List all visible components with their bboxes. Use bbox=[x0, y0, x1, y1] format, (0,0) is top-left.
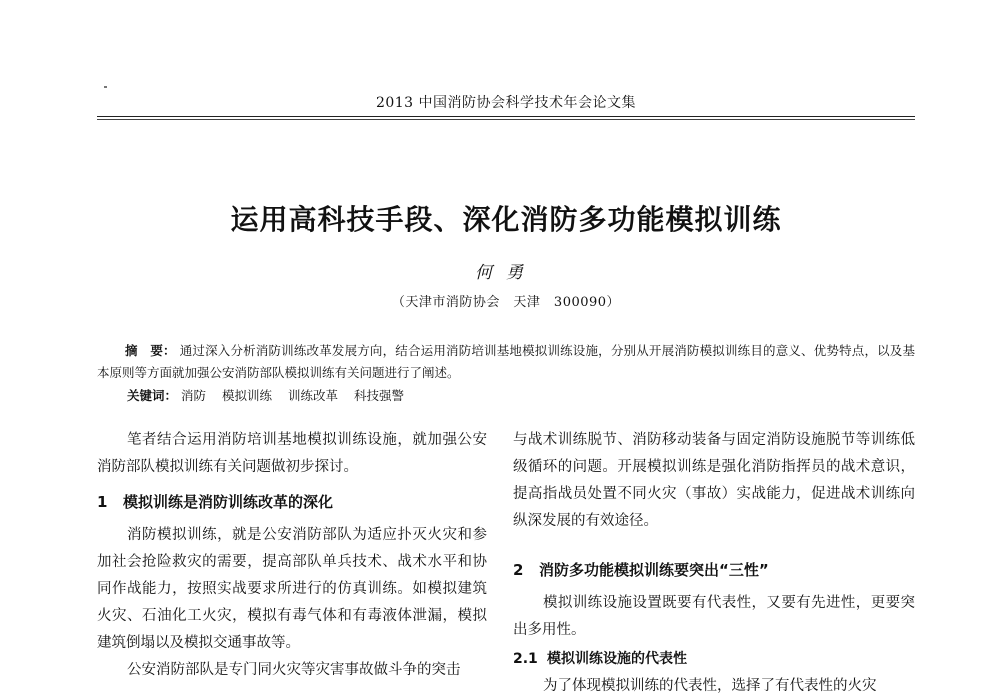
section-number: 2 bbox=[513, 561, 524, 579]
abstract-text: 通过深入分析消防训练改革发展方向，结合运用消防培训基地模拟训练设施，分别从开展消防模拟训练目的意义、优势特点，以及基本原则等方面就加强公安消防部队模拟训练有关问题进行了阐述。 bbox=[97, 343, 915, 380]
section-1-paragraph-2: 公安消防部队是专门同火灾等灾害事故做斗争的突击 bbox=[127, 662, 461, 678]
abstract-label: 摘 要： bbox=[125, 343, 176, 358]
author-name: 何勇 bbox=[475, 263, 537, 283]
keyword-item: 科技强警 bbox=[354, 388, 405, 403]
keyword-item: 训练改革 bbox=[288, 388, 339, 403]
keywords-label: 关键词： bbox=[127, 388, 178, 403]
section-2-heading bbox=[513, 557, 915, 584]
author-affiliation: （天津市消防协会 天津 300090） bbox=[391, 295, 621, 310]
scan-speck bbox=[104, 86, 107, 88]
left-column bbox=[97, 427, 487, 684]
section-2-paragraph-1: 模拟训练设施设置既要有代表性，又要有先进性，更要突出多用性。 bbox=[513, 595, 915, 638]
subsection-number: 2.1 bbox=[513, 651, 538, 667]
continued-paragraph: 与战术训练脱节、消防移动装备与固定消防设施脱节等训练低级循环的问题。开展模拟训练是强化消防指挥员的战术意识，提高指战员处置不同火灾（事故）实战能力，促进战术训练向纵深发展的有效途径。 bbox=[513, 432, 915, 529]
keyword-item: 消防 bbox=[181, 388, 207, 403]
intro-paragraph: 笔者结合运用消防培训基地模拟训练设施，就加强公安消防部队模拟训练有关问题做初步探讨。 bbox=[97, 432, 487, 475]
header-rule-thin bbox=[97, 119, 915, 120]
running-header: 2013 中国消防协会科学技术年会论文集 bbox=[375, 95, 637, 111]
subsection-2-1-heading bbox=[513, 646, 915, 673]
section-number: 1 bbox=[97, 493, 108, 511]
keywords bbox=[127, 385, 915, 407]
section-1-paragraph-1: 消防模拟训练，就是公安消防部队为适应扑灭火灾和参加社会抢险救灾的需要，提高部队单兵技术、战术水平和协同作战能力，按照实战要求所进行的仿真训练。如模拟建筑火灾、石油化工火灾，模拟有毒气体和有毒液体泄漏，模拟建筑倒塌以及模拟交通事故等。 bbox=[97, 527, 487, 651]
section-2-paragraph-2: 为了体现模拟训练的代表性，选择了有代表性的火灾 bbox=[543, 678, 877, 694]
header-rule-thick bbox=[97, 116, 915, 117]
keyword-item: 模拟训练 bbox=[222, 388, 273, 403]
paper-title: 运用高科技手段、深化消防多功能模拟训练 bbox=[230, 203, 782, 236]
subsection-title: 模拟训练设施的代表性 bbox=[547, 651, 687, 667]
section-title: 消防多功能模拟训练要突出“三性” bbox=[539, 561, 769, 579]
abstract bbox=[97, 340, 915, 384]
section-title: 模拟训练是消防训练改革的深化 bbox=[123, 493, 334, 511]
section-1-heading bbox=[97, 489, 487, 516]
right-column bbox=[513, 427, 915, 700]
